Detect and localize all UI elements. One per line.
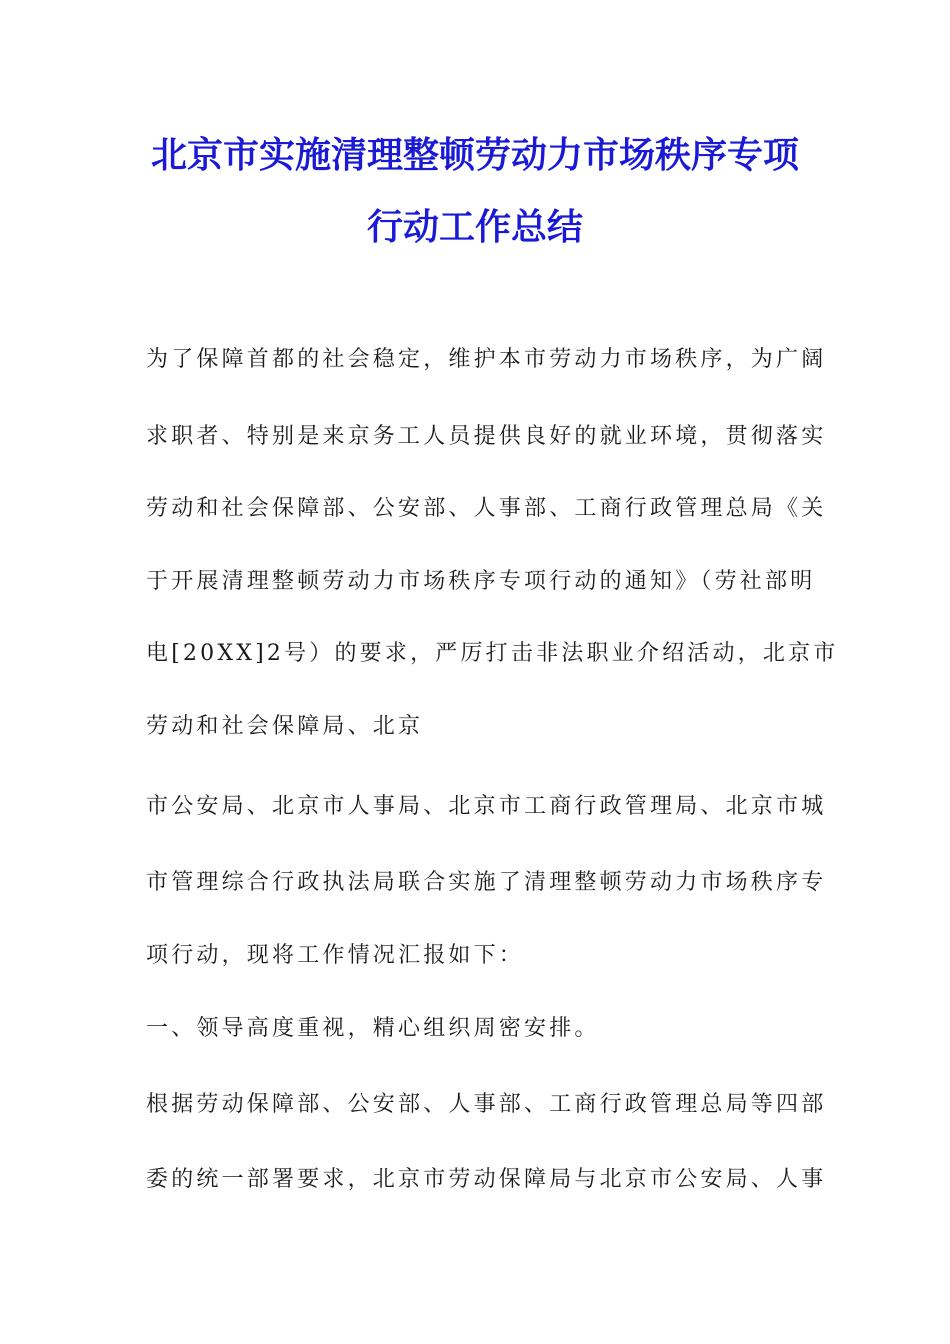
paragraph-line: 求职者、特别是来京务工人员提供良好的就业环境，贯彻落实 [146,424,827,449]
paragraph-line: 根据劳动保障部、公安部、人事部、工商行政管理总局等四部 [146,1092,827,1117]
paragraph-line: 项行动，现将工作情况汇报如下： [146,943,525,968]
paragraph-line: 于开展清理整顿劳动力市场秩序专项行动的通知》（劳社部明 [146,569,816,594]
paragraph-line: 市公安局、北京市人事局、北京市工商行政管理局、北京市城 [146,794,827,819]
paragraph-line: 为了保障首都的社会稳定，维护本市劳动力市场秩序，为广阔 [146,347,827,372]
paragraph-line: 市管理综合行政执法局联合实施了清理整顿劳动力市场秩序专 [146,870,827,895]
document-title-line-1: 北京市实施清理整顿劳动力市场秩序专项 [150,135,799,176]
paragraph-line: 委的统一部署要求，北京市劳动保障局与北京市公安局、人事 [146,1167,827,1192]
section-heading: 一、领导高度重视，精心组织周密安排。 [146,1016,600,1041]
paragraph-line: 劳动和社会保障部、公安部、人事部、工商行政管理总局《关 [146,496,827,521]
paragraph-line: 劳动和社会保障局、北京 [146,714,424,739]
paragraph-line: 电[20XX]2号）的要求，严厉打击非法职业介绍活动，北京市 [146,641,839,666]
document-title-line-2: 行动工作总结 [366,207,583,248]
